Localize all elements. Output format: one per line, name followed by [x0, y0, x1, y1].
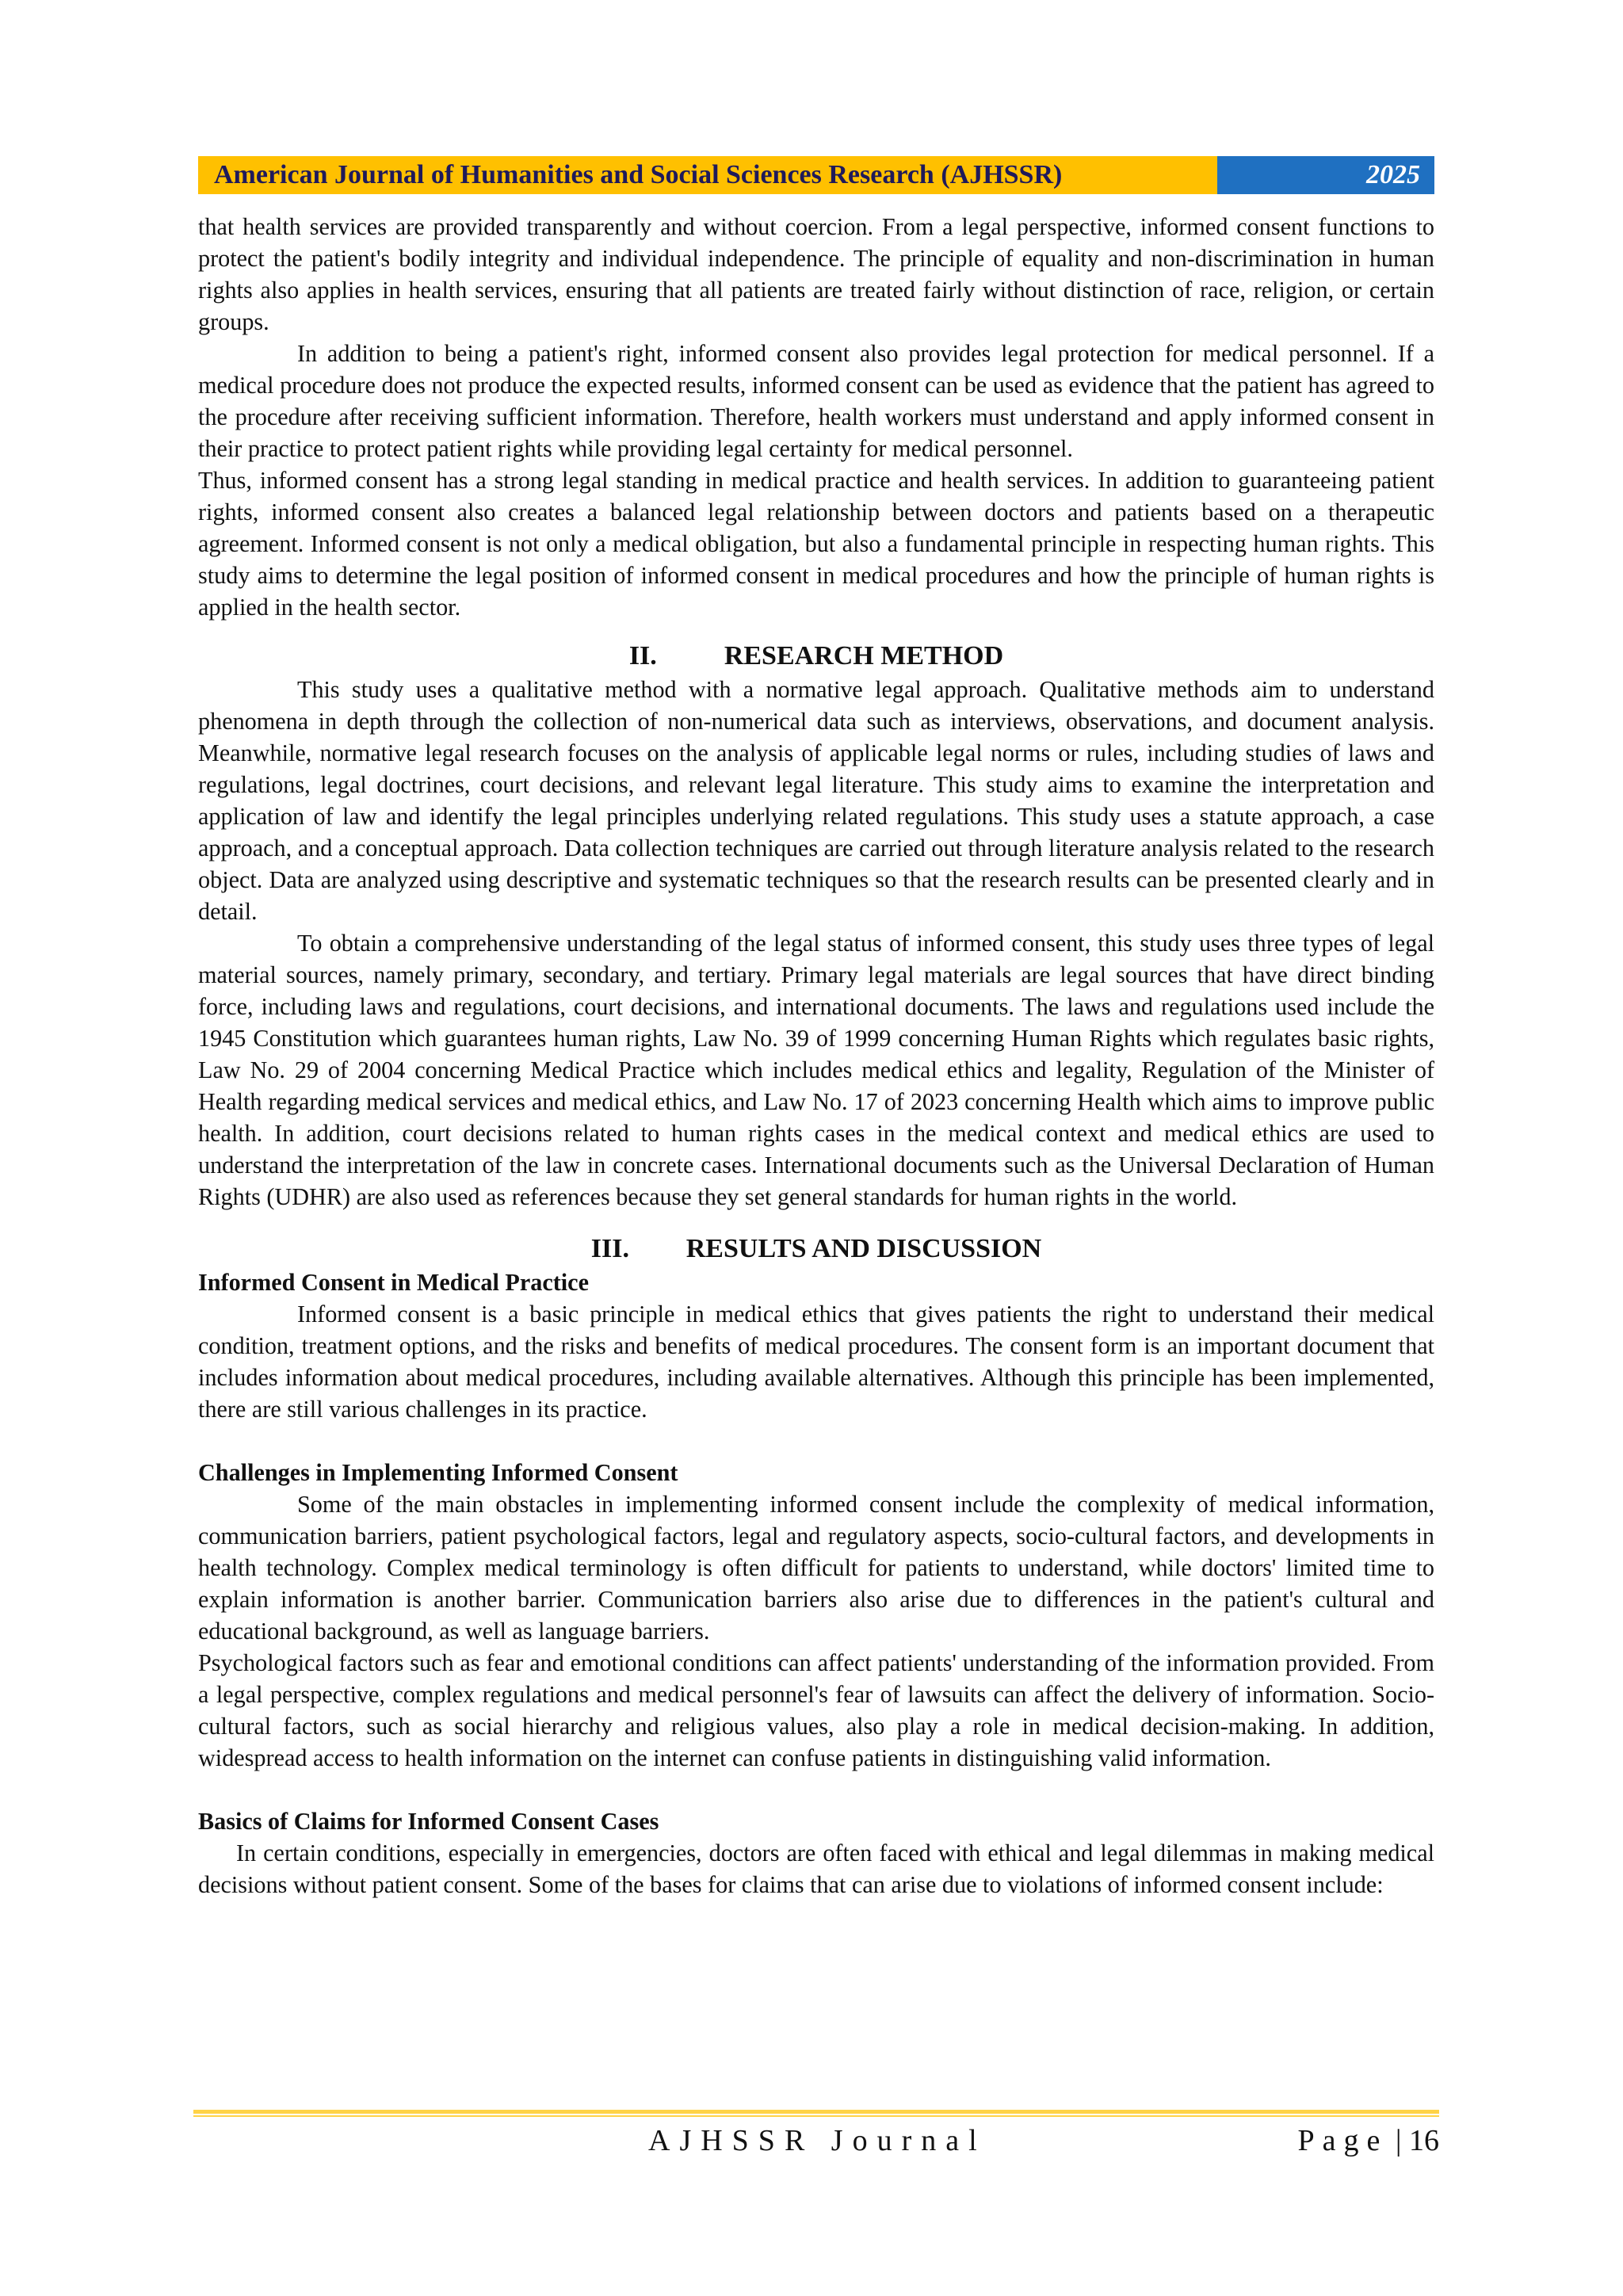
body-paragraph-1: that health services are provided transparently and without coercion. From a legal perspective, informed consent functions to protect the patient's bodily integrity and individual independence. The principle of equality and non-discrimination in human rights also applies in health services, ensuring that all patients are treated fairly without distinction of race, religion, or certain groups. [198, 213, 1434, 335]
footer-journal-name: AJHSSR Journal [648, 2124, 987, 2157]
journal-year: 2025 [1217, 156, 1434, 194]
subsection-title-claims: Basics of Claims for Informed Consent Cases [198, 1808, 659, 1835]
section-number: II. [628, 641, 657, 670]
page-label: Page [1297, 2124, 1388, 2157]
body-paragraph-3: Thus, informed consent has a strong legal standing in medical practice and health services. In addition to guaranteeing patient rights, informed consent also creates a balanced legal relationship between doctors and patients based on a therapeutic agreement. Informed consent is not only a medical obligation, but also a fundamental principle in respecting human rights. This study aims to determine the legal position of informed consent in medical procedures and how the principle of human rights is applied in the health sector. [198, 467, 1434, 621]
page-number: 16 [1409, 2124, 1439, 2157]
footer-divider [193, 2110, 1439, 2114]
subsection-title-informed-consent: Informed Consent in Medical Practice [198, 1269, 589, 1296]
section-number: III. [590, 1234, 629, 1263]
section-heading-research-method [198, 639, 1434, 674]
method-paragraph-1: This study uses a qualitative method with a normative legal approach. Qualitative methods aim to understand phenomena in depth through the collection of non-numerical data such as interviews, observations, and document analysis. Meanwhile, normative legal research focuses on the analysis of applicable legal norms or rules, including studies of laws and regulations, legal doctrines, court decisions, and relevant legal literature. This study aims to examine the interpretation and application of law and identify the legal principles underlying related regulations. This study uses a statute approach, a case approach, and a conceptual approach. Data collection techniques are carried out through literature analysis related to the research object. Data are analyzed using descriptive and systematic techniques so that the research results can be presented clearly and in detail. [198, 676, 1434, 925]
footer-divider-thin [193, 2115, 1439, 2117]
subsection-title-challenges: Challenges in Implementing Informed Consent [198, 1459, 678, 1486]
results-paragraph-1: Informed consent is a basic principle in medical ethics that gives patients the right to understand their medical condition, treatment options, and the risks and benefits of medical procedures. The consent form is an important document that includes information about medical procedures, including available alternatives. Although this principle has been implemented, there are still various challenges in its practice. [198, 1301, 1434, 1423]
section-title: RESULTS AND DISCUSSION [685, 1234, 1042, 1263]
method-paragraph-2: To obtain a comprehensive understanding of the legal status of informed consent, this study uses three types of legal material sources, namely primary, secondary, and tertiary. Primary legal materials are legal sources that have direct binding force, including laws and regulations, court decisions, and international documents. The laws and regulations used include the 1945 Constitution which guarantees human rights, Law No. 39 of 1999 concerning Human Rights which regulates basic rights, Law No. 29 of 2004 concerning Medical Practice which includes medical ethics and legality, Regulation of the Minister of Health regarding medical services and medical ethics, and Law No. 17 of 2023 concerning Health which aims to improve public health. In addition, court decisions related to human rights cases in the medical context and medical ethics are used to understand the interpretation of the law in concrete cases. International documents such as the Universal Declaration of Human Rights (UDHR) are also used as references because they set general standards for human rights in the world. [198, 930, 1434, 1210]
journal-header [198, 156, 1434, 194]
page-content [198, 211, 1434, 1901]
body-paragraph-2: In addition to being a patient's right, informed consent also provides legal protection for medical personnel. If a medical procedure does not produce the expected results, informed consent can be used as evidence that the patient has agreed to the procedure after receiving sufficient information. Therefore, health workers must understand and apply informed consent in their practice to protect patient rights while providing legal certainty for medical personnel. [198, 340, 1434, 462]
challenges-paragraph-2: Psychological factors such as fear and emotional conditions can affect patients' understanding of the information provided. From a legal perspective, complex regulations and medical personnel's fear of lawsuits can affect the delivery of information. Socio-cultural factors, such as social hierarchy and religious values, also play a role in medical decision-making. In addition, widespread access to health information on the internet can confuse patients in distinguishing valid information. [198, 1649, 1434, 1771]
section-title: RESEARCH METHOD [724, 641, 1004, 670]
claims-paragraph-1: In certain conditions, especially in emergencies, doctors are often faced with ethical and legal dilemmas in making medical decisions without patient consent. Some of the bases for claims that can arise due to violations of informed consent include: [198, 1839, 1434, 1898]
journal-title: American Journal of Humanities and Social Sciences Research (AJHSSR) [198, 156, 1217, 194]
footer-page-number: Page | 16 [1297, 2124, 1439, 2157]
section-heading-results [198, 1232, 1434, 1266]
challenges-paragraph-1: Some of the main obstacles in implementing informed consent include the complexity of medical information, communication barriers, patient psychological factors, legal and regulatory aspects, socio-cultural factors, and developments in health technology. Complex medical terminology is often difficult for patients to understand, while doctors' limited time to explain information is another barrier. Communication barriers also arise due to differences in the patient's cultural and educational background, as well as language barriers. [198, 1491, 1434, 1645]
